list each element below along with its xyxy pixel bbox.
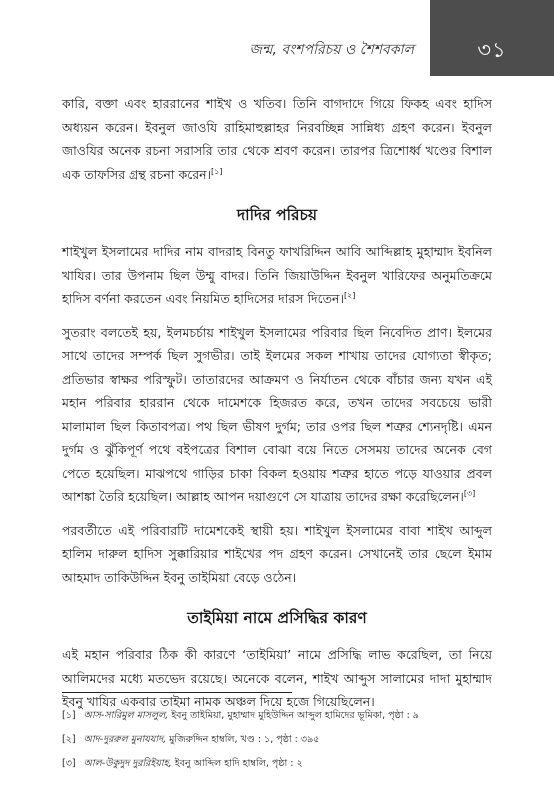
section-heading-taymiyyah-name: তাইমিয়া নামে প্রসিদ্ধির কারণ [187,609,367,627]
paragraph-4 [62,519,492,590]
footnote-ref: [২] [343,290,356,300]
footnote-source: আস-সারিমুল মাসলুল, [83,710,169,721]
footnote-number: [১] [62,710,76,721]
footnote-source: আল-উকুদুদ দুররিইয়াহ, [83,758,172,769]
paragraph-1 [62,92,492,186]
paragraph-text: এই মহান পরিবার ঠিক কী কারণে ‘তাইমিয়া’ নামে প্রসিদ্ধি লাভ করেছিল, তা নিয়ে আলিমদের মধ্যে মতভেদ রয়েছে। অনেকে বলেন, শাইখ আব্দুস সালামের দাদা মুহাম্মাদ ইবনু খাযির একবার তাইমা নামক অঞ্চল দিয়ে হজে গিয়েছিলেন। [62,647,492,709]
footnote-3 [62,752,502,776]
paragraph-text: সুতরাং বলতেই হয়, ইলমচর্চায় শাইখুল ইসলামের পরিবার ছিল নিবেদিত প্রাণ। ইলমের সাথে তাদের সম্পর্ক ছিল সুগভীর। তাই ইলমের সকল শাখায় তাদের যোগ্যতা স্বীকৃত; প্রতিভার স্বাক্ষর পরিস্ফুট। তাতারদের আক্রমণ ও নির্যাতন থেকে বাঁচার জন্য যখন এই মহান পরিবার হাররান থেকে দামেশকে হিজরত করে, তখন তাদের সবচেয়ে ভারী মালামাল ছিল কিতাবপত্র। পথ ছিল ভীষণ দুর্গম; তার ওপর ছিল শত্রুর শ্যেনদৃষ্টি। এমন দুর্গম ও ঝুঁকিপূর্ণ পথে বইপত্রের বিশাল বোঝা বয়ে নিতে সেসময় তাদের অনেক বেগ পেতে হয়েছিল। মাঝপথে গাড়ির চাকা বিকল হওয়ায় শত্রুর হাতে পড়ে যাওয়ার প্রবল আশঙ্কা তৈরি হয়েছিল। আল্লাহ আপন দয়াগুণে সে যাত্রায় তাদের রক্ষা করেছিলেন। [62,324,492,504]
paragraph-text: শাইখুল ইসলামের দাদির নাম বাদরাহ বিনতু ফাখরিদ্দিন আবি আব্দিল্লাহ মুহাম্মাদ ইবনিল খাযির। তার উপনাম ছিল উম্মু বাদর। তিনি জিয়াউদ্দিন ইবনুল খারিফের অনুমতিক্রমে হাদিস বর্ণনা করতেন এবং নিয়মিত হাদিসের দারস দিতেন। [62,244,492,306]
paragraph-3 [62,321,492,509]
chapter-title: জন্ম, বংশপরিচয় ও শৈশবকাল [249,42,414,58]
paragraph-2 [62,240,492,311]
footnote-divider [62,692,292,693]
footnote-number: [৩] [62,758,76,769]
footnotes [62,704,502,776]
footnote-ref: [১] [211,166,223,176]
footnote-detail: মুজিরুদ্দিন হাম্বলি, খণ্ড : ১, পৃষ্ঠা : ৩৯৫ [166,734,320,745]
footnote-detail: ইবনু তাইমিয়া, মুহাম্মাদ মুহিউদ্দিন আব্দুল হামিদের ভূমিকা, পৃষ্ঠা : ৯ [168,710,419,721]
paragraph-text: পরবর্তীতে এই পরিবারটি দামেশকেই স্থায়ী হয়। শাইখুল ইসলামের বাবা শাইখ আব্দুল হালিম দারুল হাদিস সুক্কারিয়ার শাইখের পদ গ্রহণ করেন। সেখানেই তার ছেলে ইমাম আহমাদ তাকিউদ্দিন ইবনু তাইমিয়া বেড়ে ওঠেন। [62,522,492,585]
footnote-detail: ইবনু আব্দিল হাদি হাম্বলি, পৃষ্ঠা : ২ [171,758,303,769]
section-heading-grandmother: দাদির পরিচয় [236,206,318,224]
footnote-1 [62,704,502,728]
footnote-ref: [৩] [463,488,476,498]
paragraph-5 [62,643,492,714]
footnote-number: [২] [62,734,76,745]
footnote-source: আদ-দুররুল মুনাযযাদ, [83,734,167,745]
page-number-tab [430,0,554,76]
page-body [62,92,492,724]
paragraph-text: কারি, বক্তা এবং হাররানের শাইখ ও খতিব। তিনি বাগদাদে গিয়ে ফিকহ এবং হাদিস অধ্যয়ন করেন। ইবনুল জাওযি রাহিমাহুল্লাহর নিরবচ্ছিন্ন সান্নিধ্য গ্রহণ করেন। ইবনুল জাওযির অনেক রচনা সরাসরি তার থেকে শ্রবণ করেন। তারপর ত্রিশোর্ধ্ব খণ্ডের বিশাল এক তাফসির গ্রন্থ রচনা করেন। [62,96,492,182]
footnote-2 [62,728,502,752]
page-number: ৩১ [477,38,507,62]
